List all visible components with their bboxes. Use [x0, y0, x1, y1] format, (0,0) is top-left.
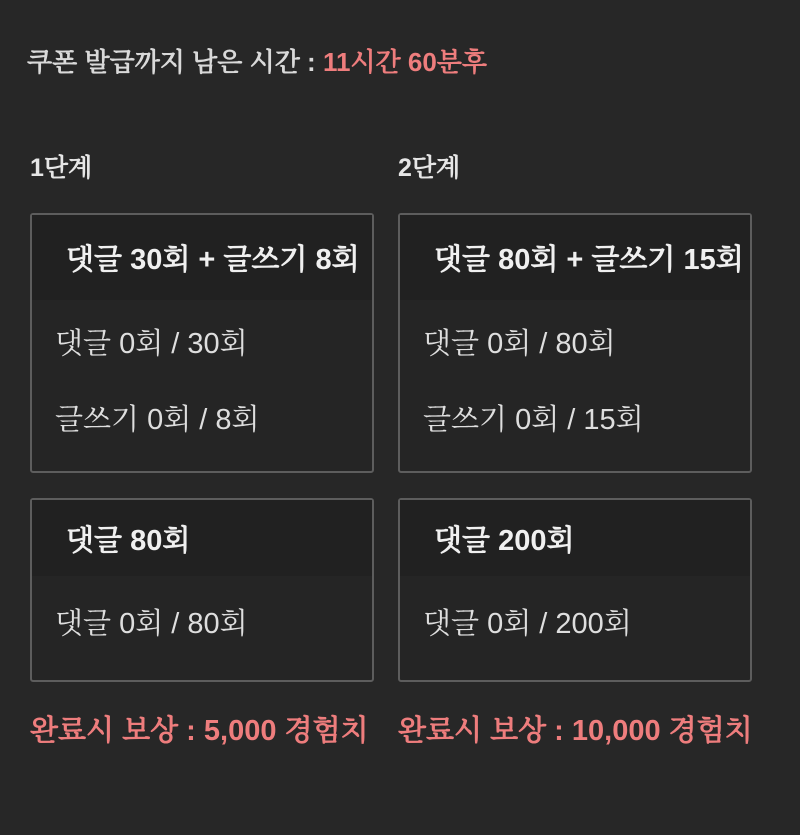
stage-2-column	[398, 155, 752, 749]
stage-1-mission-1-progress	[32, 300, 372, 438]
stage-2-mission-2-progress	[400, 576, 750, 642]
stage-2-mission-1-progress	[400, 300, 750, 438]
post-progress: 글쓰기 0회 / 8회	[55, 404, 260, 436]
stage-1-mission-1-card	[30, 213, 374, 473]
stage-1-mission-2-card	[30, 498, 374, 682]
stage-1-column	[30, 155, 374, 749]
stage-columns	[30, 155, 752, 749]
post-progress: 글쓰기 0회 / 15회	[423, 404, 644, 436]
stage-1-mission-1-title: 댓글 30회 + 글쓰기 8회	[32, 215, 372, 300]
comment-progress: 댓글 0회 / 80회	[55, 608, 248, 640]
stage-1-reward-text: 완료시 보상 : 5,000 경험치	[30, 715, 369, 747]
stage-2-mission-2-card	[398, 498, 752, 682]
stage-2-mission-2-title: 댓글 200회	[400, 500, 750, 576]
stage-2-mission-1-title: 댓글 80회 + 글쓰기 15회	[400, 215, 750, 300]
stage-2-reward-text: 완료시 보상 : 10,000 경험치	[398, 715, 753, 747]
stage-1-mission-2-progress	[32, 576, 372, 642]
comment-progress: 댓글 0회 / 200회	[423, 608, 632, 640]
comment-progress: 댓글 0회 / 80회	[423, 328, 616, 360]
comment-progress: 댓글 0회 / 30회	[55, 328, 248, 360]
stage-2-label: 2단계	[398, 154, 461, 182]
coupon-countdown-value: 11시간 60분후	[322, 47, 488, 77]
stage-1-label: 1단계	[30, 154, 93, 182]
coupon-countdown	[27, 42, 487, 79]
coupon-countdown-label: 쿠폰 발급까지 남은 시간 :	[27, 47, 323, 77]
stage-2-mission-1-card	[398, 213, 752, 473]
stage-1-mission-2-title: 댓글 80회	[32, 500, 372, 576]
